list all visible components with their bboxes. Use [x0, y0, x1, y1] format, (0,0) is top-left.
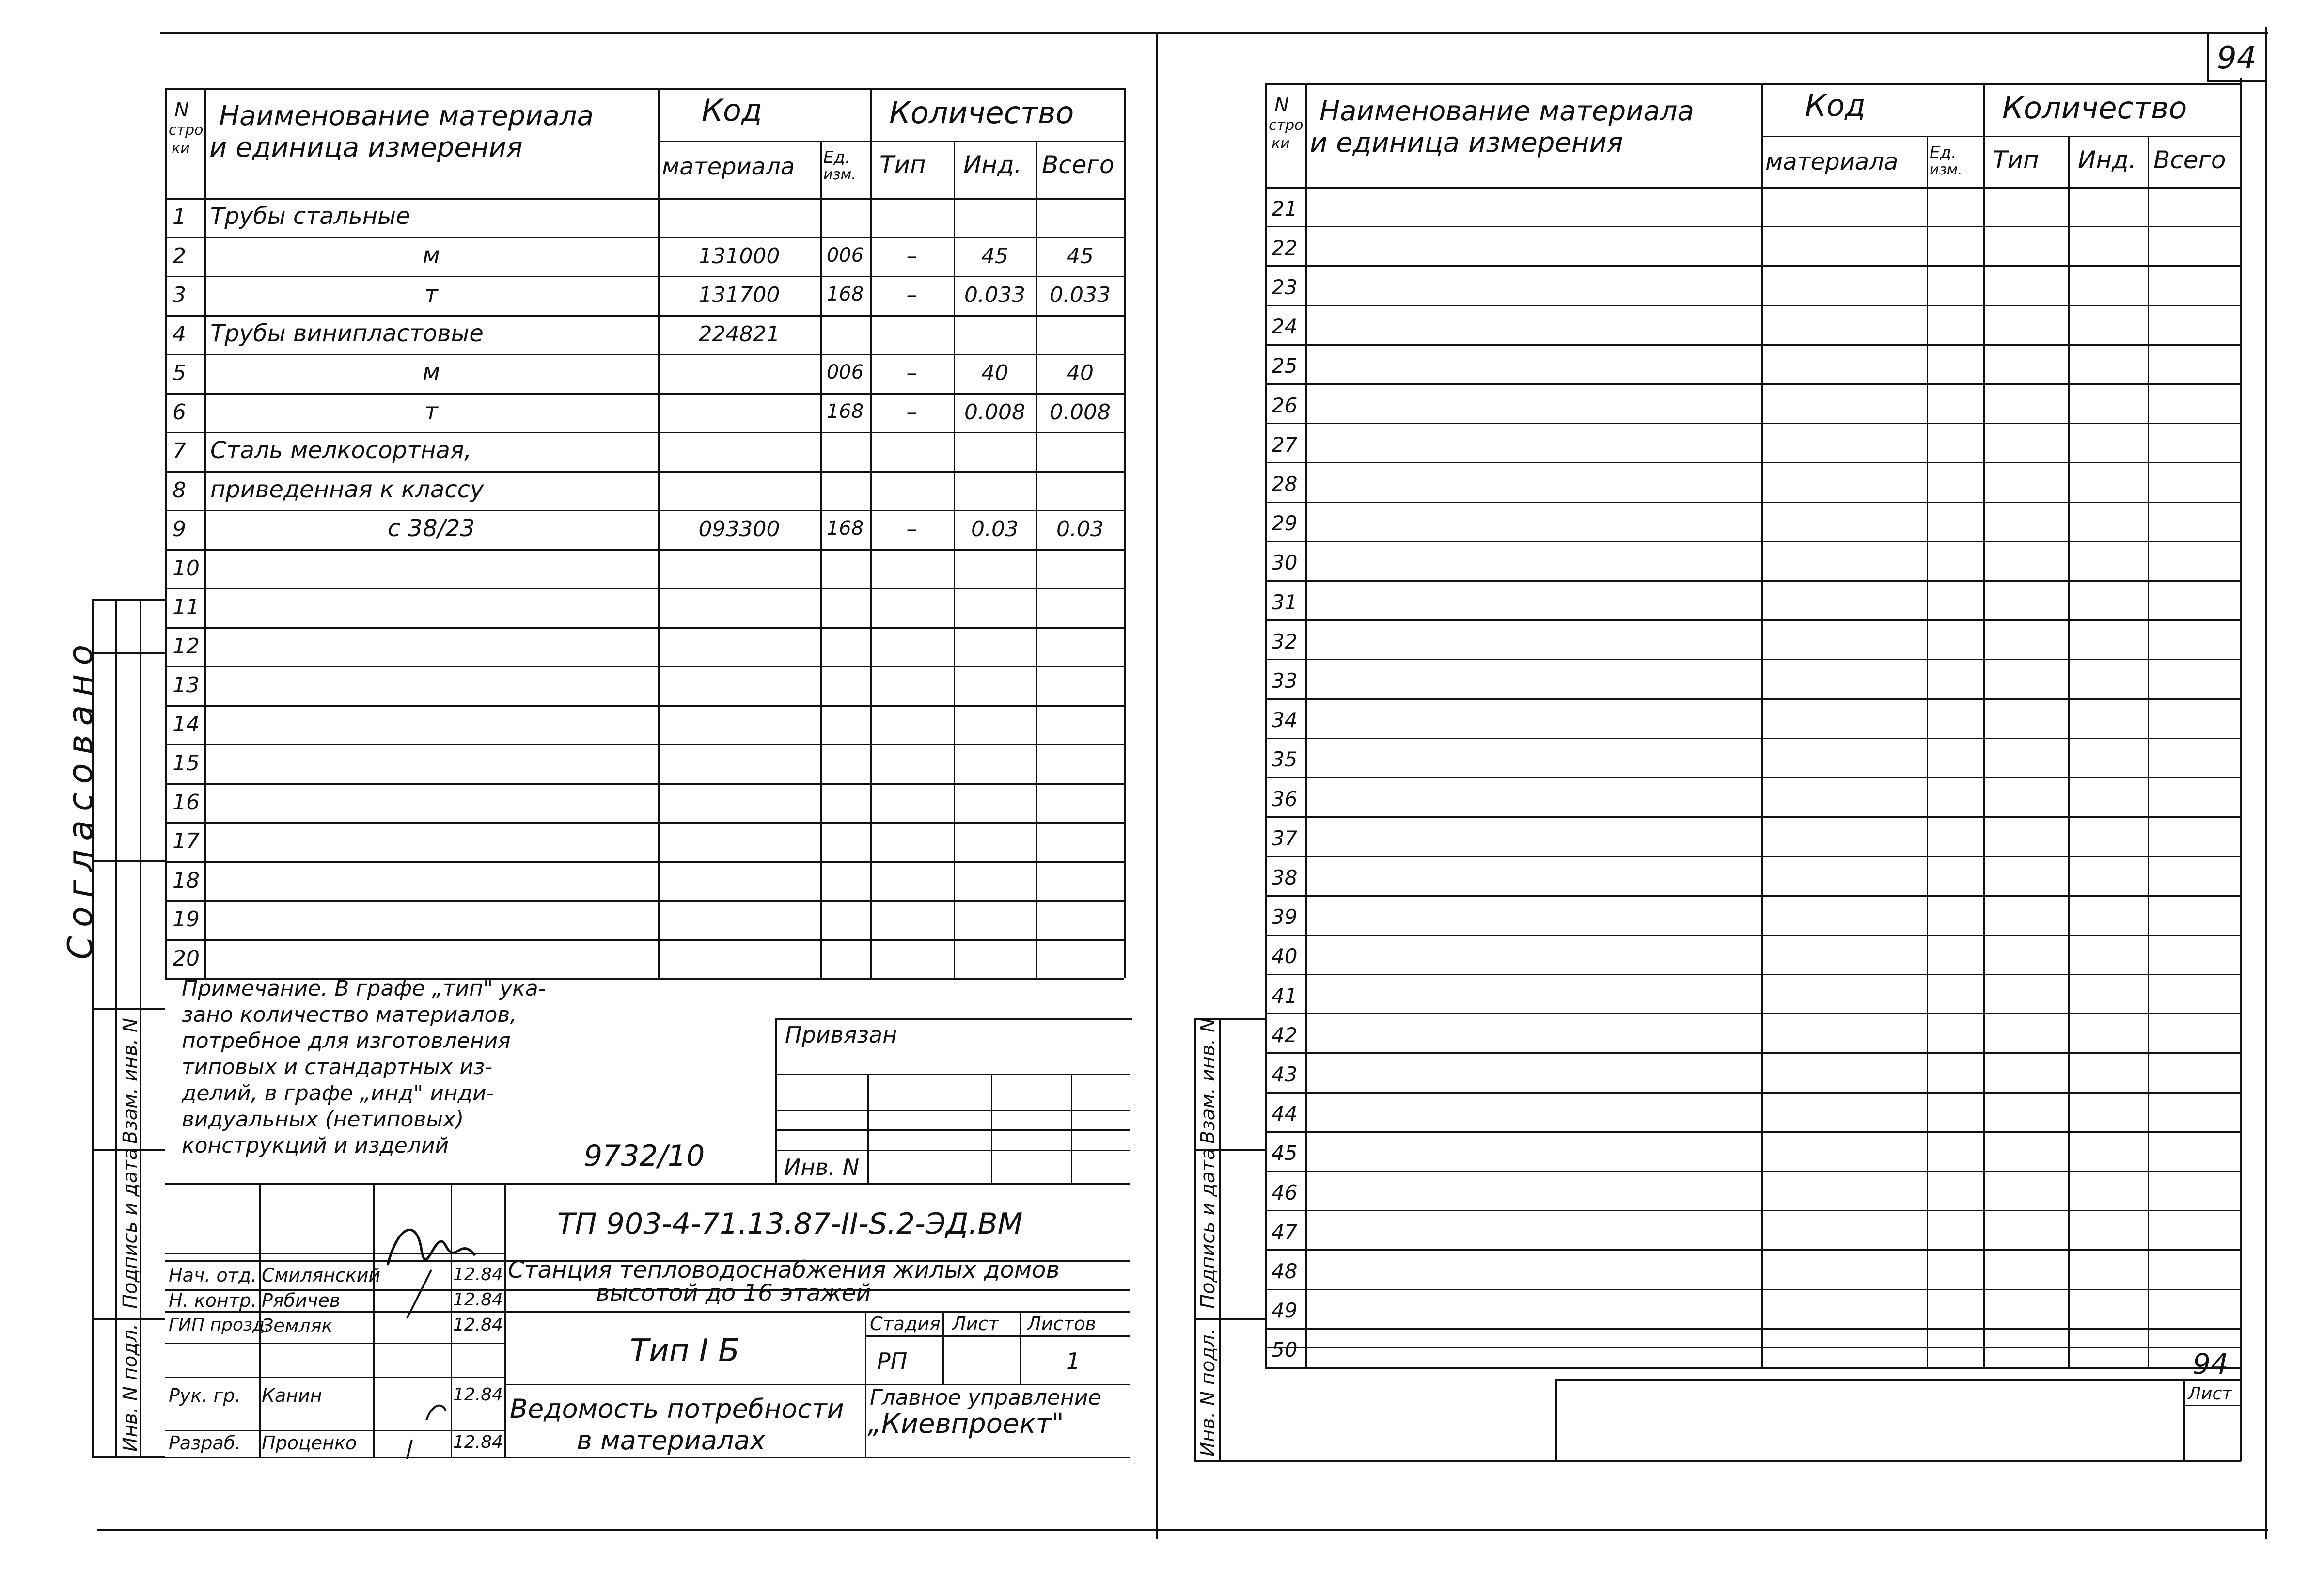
stage-value: РП — [877, 1348, 908, 1374]
row-type: – — [906, 283, 917, 308]
left-table-header-name-line2: и единица измерения — [209, 132, 523, 163]
right-table-row-line — [1265, 935, 2240, 936]
row-number: 1 — [173, 205, 186, 230]
margin-top — [92, 599, 165, 601]
right-margin-bottom — [1194, 1460, 1267, 1462]
left-table-row-line — [165, 861, 1124, 863]
stamp-person: Канин — [262, 1385, 322, 1406]
row-ind: 45 — [981, 243, 1008, 269]
org-line1: Главное управление — [870, 1385, 1101, 1410]
row-number: 29 — [1272, 511, 1298, 536]
row-number: 46 — [1272, 1180, 1298, 1204]
row-number: 33 — [1272, 669, 1298, 693]
stamp-date: 12.84 — [453, 1315, 503, 1335]
right-sheet-box — [2183, 1379, 2185, 1461]
row-name: м — [422, 359, 440, 386]
right-table-col-line — [1927, 136, 1928, 1367]
right-podpis-data-label: Подпись и дата — [1197, 1148, 1219, 1309]
left-table-row-line — [165, 315, 1124, 317]
row-number: 36 — [1272, 787, 1298, 811]
ref-number: 9732/10 — [584, 1139, 705, 1173]
right-table-header-code: Код — [1805, 88, 1866, 123]
row-number: 20 — [173, 946, 200, 971]
left-table-row-line — [165, 588, 1124, 589]
binding-row — [775, 1110, 1130, 1111]
right-sheet-number: 94 — [2193, 1347, 2229, 1380]
note-line: видуальных (нетиповых) — [182, 1107, 464, 1132]
stage-label: Стадия — [870, 1313, 941, 1334]
row-number: 15 — [173, 751, 200, 776]
right-table-col-line — [1983, 83, 1985, 1367]
right-sheet-divider — [2183, 1405, 2241, 1406]
right-table-row-line — [1265, 816, 2240, 818]
right-table-header-n-sub2: ки — [1272, 135, 1290, 152]
row-number: 47 — [1272, 1220, 1298, 1244]
left-table-row-line — [165, 627, 1124, 629]
row-name: приведенная к классу — [210, 475, 484, 503]
right-table-header-type: Тип — [1993, 146, 2039, 174]
left-table-row-line — [165, 783, 1124, 785]
right-table-col-line — [2148, 136, 2149, 1367]
row-number: 13 — [173, 673, 200, 698]
left-table-header-type: Тип — [879, 151, 926, 179]
inv-podl-label: Инв. N подл. — [119, 1323, 141, 1452]
right-table-row-line — [1265, 226, 2240, 227]
page-number: 94 — [2217, 40, 2257, 76]
binding-col — [991, 1074, 992, 1183]
right-table-row-line — [1265, 698, 2240, 700]
note-line: типовых и стандартных из- — [182, 1055, 493, 1079]
right-table-row-line — [1265, 383, 2240, 385]
row-name: т — [424, 397, 438, 425]
binding-row — [775, 1074, 1130, 1075]
row-ind: 40 — [981, 361, 1008, 386]
row-code: 131700 — [698, 283, 780, 308]
right-table-row-line — [1265, 580, 2240, 582]
doc-name-line2: в материалах — [577, 1425, 766, 1456]
row-code: 093300 — [698, 517, 780, 542]
left-table-row-line — [165, 822, 1124, 824]
right-table-row-line — [1265, 856, 2240, 857]
row-number: 30 — [1272, 551, 1298, 575]
row-name: с 38/23 — [388, 515, 475, 542]
doc-code: ТП 903-4-71.13.87-II-S.2-ЭД.ВМ — [557, 1207, 1023, 1241]
right-table-row-line — [1265, 541, 2240, 542]
left-table-header-n-sub1: стро — [169, 122, 204, 139]
left-table-header-bottom — [165, 198, 1124, 200]
left-table-col-line — [820, 141, 822, 978]
right-bottom-frame-top — [1265, 1347, 2241, 1348]
left-table-row-line — [165, 393, 1124, 395]
row-number: 38 — [1272, 866, 1298, 889]
stamp-date: 12.84 — [453, 1290, 503, 1310]
row-ind: 0.033 — [964, 283, 1025, 308]
right-table-row-line — [1265, 659, 2240, 660]
right-table-col-line — [1305, 83, 1307, 1367]
right-table-row-line — [1265, 1171, 2240, 1172]
row-unit: 006 — [826, 244, 864, 267]
margin-div-3 — [92, 1008, 165, 1010]
doc-name-line1: Ведомость потребности — [510, 1394, 844, 1424]
left-table-row-line — [165, 705, 1124, 707]
row-number: 50 — [1272, 1338, 1298, 1362]
project-title-line2: высотой до 16 этажей — [596, 1280, 871, 1307]
right-table-row-line — [1265, 738, 2240, 739]
left-table-header-mid — [658, 141, 1124, 142]
left-table-header-code-material: материала — [662, 153, 795, 180]
row-number: 28 — [1272, 472, 1298, 496]
row-unit: 168 — [826, 283, 864, 306]
row-number: 6 — [173, 399, 186, 425]
margin-col-2 — [115, 599, 117, 1457]
row-type: – — [906, 399, 917, 425]
right-stamp-top — [1555, 1379, 2241, 1381]
right-table-row-line — [1265, 1131, 2240, 1133]
right-table-header-unit2: изм. — [1930, 161, 1963, 178]
right-table-row-line — [1265, 1052, 2240, 1054]
right-table-header-total: Всего — [2153, 146, 2226, 174]
row-number: 44 — [1272, 1102, 1298, 1126]
row-total: 45 — [1067, 243, 1094, 269]
right-table-row-line — [1265, 1289, 2240, 1290]
binding-col — [1071, 1074, 1072, 1183]
row-number: 43 — [1272, 1062, 1298, 1086]
right-table-header-bottom — [1265, 187, 2240, 189]
inv-n-label: Инв. N — [784, 1154, 860, 1180]
left-table-header-total: Всего — [1042, 151, 1115, 179]
stamp-person: Проценко — [262, 1432, 357, 1454]
left-table-row-line — [165, 432, 1124, 433]
margin-div-2 — [92, 860, 165, 862]
margin-div-1 — [92, 652, 165, 654]
left-table-row-line — [165, 939, 1124, 941]
right-table-row-line — [1265, 423, 2240, 424]
right-table-row-line — [1265, 974, 2240, 975]
row-number: 8 — [173, 477, 186, 503]
left-table-header-qty: Количество — [889, 95, 1074, 130]
row-number: 3 — [173, 283, 186, 308]
stamp-col — [942, 1311, 944, 1384]
right-table-row-line — [1265, 1328, 2240, 1330]
left-table-top — [165, 88, 1124, 90]
binding-row — [775, 1150, 1130, 1151]
note-line: Примечание. В графе „тип" ука- — [182, 976, 546, 1001]
right-table-row-line — [1265, 777, 2240, 778]
row-number: 23 — [1272, 275, 1298, 299]
row-number: 7 — [173, 439, 186, 464]
row-unit: 168 — [826, 517, 864, 540]
right-page-edge — [2265, 27, 2267, 1539]
right-bottom-frame-bottom — [1265, 1460, 2241, 1462]
binding-col — [867, 1074, 869, 1183]
row-number: 45 — [1272, 1141, 1298, 1165]
row-number: 41 — [1272, 983, 1298, 1008]
left-table-row-line — [165, 510, 1124, 511]
right-table-header-qty: Количество — [2002, 90, 2187, 126]
row-number: 17 — [173, 829, 200, 854]
left-table-header-n: N — [174, 99, 189, 121]
row-number: 35 — [1272, 747, 1298, 772]
stamp-role: Разраб. — [169, 1432, 241, 1454]
stamp-role: Рук. гр. — [169, 1385, 241, 1406]
right-table-header-n-sub1: стро — [1269, 117, 1303, 134]
privyazan-label: Привязан — [785, 1022, 897, 1048]
row-number: 37 — [1272, 826, 1298, 850]
sheet-label: Лист — [952, 1313, 999, 1334]
right-sheet-label: Лист — [2188, 1384, 2232, 1404]
stamp-date: 12.84 — [453, 1385, 503, 1405]
top-border-line — [160, 32, 2268, 34]
right-table-row-line — [1265, 462, 2240, 463]
left-table-row-line — [165, 276, 1124, 277]
row-number: 5 — [173, 361, 186, 386]
right-table-row-line — [1265, 344, 2240, 346]
row-total: 0.03 — [1056, 517, 1104, 542]
right-table-col-line — [2068, 136, 2070, 1367]
stamp-top — [165, 1183, 1130, 1185]
binding-row — [775, 1129, 1130, 1131]
page-fold-line — [1156, 32, 1158, 1539]
stamp-role: ГИП прозд. — [169, 1315, 270, 1335]
right-table-header-code-material: материала — [1765, 148, 1899, 175]
stamp-person: Земляк — [262, 1315, 333, 1336]
stamp-role: Н. контр. — [169, 1290, 257, 1311]
row-number: 11 — [173, 595, 200, 620]
left-table-header-ind: Инд. — [963, 151, 1022, 179]
right-table-top — [1265, 83, 2240, 85]
row-type: – — [906, 361, 917, 386]
row-number: 19 — [173, 907, 200, 932]
left-table-header-name-line1: Наименование материала — [219, 100, 594, 132]
right-table-row-line — [1265, 1249, 2240, 1251]
soglasovano-label: Согласовано — [61, 635, 100, 960]
left-table-header-n-sub2: ки — [172, 140, 190, 157]
note-line: потребное для изготовления — [182, 1029, 511, 1053]
row-ind: 0.03 — [971, 517, 1019, 542]
left-table-col-line — [1124, 88, 1126, 978]
vzam-inv-label: Взам. инв. N — [119, 1018, 141, 1144]
stamp-col — [504, 1183, 506, 1457]
stamp-date: 12.84 — [453, 1265, 503, 1284]
type-label: Тип I Б — [630, 1333, 739, 1369]
row-number: 49 — [1272, 1299, 1298, 1323]
left-table-row-line — [165, 900, 1124, 902]
right-table-row-line — [1265, 265, 2240, 267]
left-table-col-line — [165, 88, 167, 978]
stamp-row — [504, 1311, 1130, 1313]
row-name: Трубы винипластовые — [210, 319, 484, 347]
row-type: – — [906, 243, 917, 269]
right-table-row-line — [1265, 619, 2240, 621]
row-number: 25 — [1272, 354, 1298, 378]
row-number: 21 — [1272, 196, 1298, 221]
row-total: 0.033 — [1050, 283, 1111, 308]
right-table-header-unit1: Ед. — [1930, 143, 1957, 162]
note-line: делий, в графе „инд" инди- — [182, 1081, 494, 1106]
left-table-header-unit2: изм. — [823, 166, 856, 183]
row-number: 26 — [1272, 393, 1298, 417]
row-unit: 168 — [826, 400, 864, 423]
right-margin-col-1 — [1194, 1018, 1196, 1461]
row-number: 32 — [1272, 629, 1298, 653]
stamp-date: 12.84 — [453, 1432, 503, 1452]
right-bottom-frame-right — [2240, 78, 2242, 1461]
stamp-person: Смилянский — [262, 1265, 381, 1286]
row-name: т — [424, 281, 438, 308]
margin-div-5 — [92, 1318, 165, 1320]
note-line: зано количество материалов, — [182, 1002, 517, 1027]
note-line: конструкций и изделий — [182, 1133, 449, 1158]
signature-image — [378, 1197, 504, 1469]
row-number: 24 — [1272, 315, 1298, 339]
row-name: Сталь мелкосортная, — [210, 437, 472, 464]
left-table-row-line — [165, 549, 1124, 551]
left-table-row-line — [165, 354, 1124, 355]
left-table-row-line — [165, 237, 1124, 238]
podpis-data-label: Подпись и дата — [119, 1148, 141, 1309]
right-table-row-line — [1265, 1092, 2240, 1094]
row-number: 9 — [173, 517, 186, 542]
row-total: 40 — [1067, 361, 1094, 386]
right-table-row-line — [1265, 305, 2240, 306]
project-title-line1: Станция тепловодоснабжения жилых домов — [508, 1256, 1060, 1284]
right-table-row-line — [1265, 1367, 2240, 1369]
right-margin-div — [1194, 1318, 1267, 1320]
row-unit: 006 — [826, 361, 864, 384]
left-table-header-code: Код — [702, 93, 762, 128]
stamp-col — [865, 1311, 866, 1457]
left-table-header-unit1: Ед. — [823, 148, 850, 167]
row-number: 16 — [173, 790, 200, 815]
right-table-header-ind: Инд. — [2078, 146, 2136, 174]
row-number: 39 — [1272, 905, 1298, 929]
right-table-row-line — [1265, 1210, 2240, 1211]
row-total: 0.008 — [1050, 399, 1111, 425]
row-number: 10 — [173, 555, 200, 581]
sheets-value: 1 — [1066, 1348, 1081, 1374]
row-name: Трубы стальные — [210, 203, 410, 230]
stamp-col — [373, 1183, 375, 1457]
row-number: 2 — [173, 243, 186, 269]
right-table-row-line — [1265, 502, 2240, 503]
right-table-col-line — [1761, 83, 1763, 1367]
margin-bottom — [92, 1456, 165, 1458]
right-table-row-line — [1265, 895, 2240, 897]
row-number: 4 — [173, 321, 186, 347]
stamp-bottom — [165, 1457, 1130, 1458]
row-number: 34 — [1272, 708, 1298, 732]
row-number: 22 — [1272, 236, 1298, 260]
row-number: 18 — [173, 868, 200, 893]
left-table-row-line — [165, 744, 1124, 745]
org-line2: „Киевпроект" — [867, 1408, 1064, 1440]
stamp-person: Рябичев — [262, 1290, 341, 1311]
sheets-label: Листов — [1027, 1313, 1096, 1334]
bottom-border-line — [97, 1529, 2268, 1531]
row-number: 40 — [1272, 944, 1298, 968]
left-table-row-line — [165, 666, 1124, 667]
row-code: 224821 — [698, 321, 780, 347]
right-table-header-n: N — [1274, 94, 1289, 116]
row-number: 14 — [173, 712, 200, 737]
row-ind: 0.008 — [964, 399, 1025, 425]
right-inv-podl-label: Инв. N подл. — [1197, 1328, 1219, 1457]
right-vzam-inv-label: Взам. инв. N — [1197, 1018, 1219, 1144]
row-number: 27 — [1272, 432, 1298, 457]
right-table-col-line — [1265, 83, 1267, 1367]
stamp-role: Нач. отд. — [169, 1265, 257, 1286]
row-number: 48 — [1272, 1259, 1298, 1283]
row-code: 131000 — [698, 243, 780, 269]
row-number: 31 — [1272, 590, 1298, 614]
left-table-row-line — [165, 471, 1124, 473]
stamp-row — [865, 1335, 1130, 1337]
row-number: 42 — [1272, 1023, 1298, 1047]
row-name: м — [422, 241, 440, 269]
stamp-col — [1020, 1311, 1021, 1384]
row-number: 12 — [173, 634, 200, 659]
right-table-row-line — [1265, 1013, 2240, 1014]
row-type: – — [906, 517, 917, 542]
right-stamp-left — [1555, 1379, 1557, 1461]
right-table-header-name-line1: Наименование материала — [1319, 95, 1694, 127]
right-table-header-name-line2: и единица измерения — [1310, 127, 1623, 158]
right-table-header-mid — [1761, 136, 2240, 137]
